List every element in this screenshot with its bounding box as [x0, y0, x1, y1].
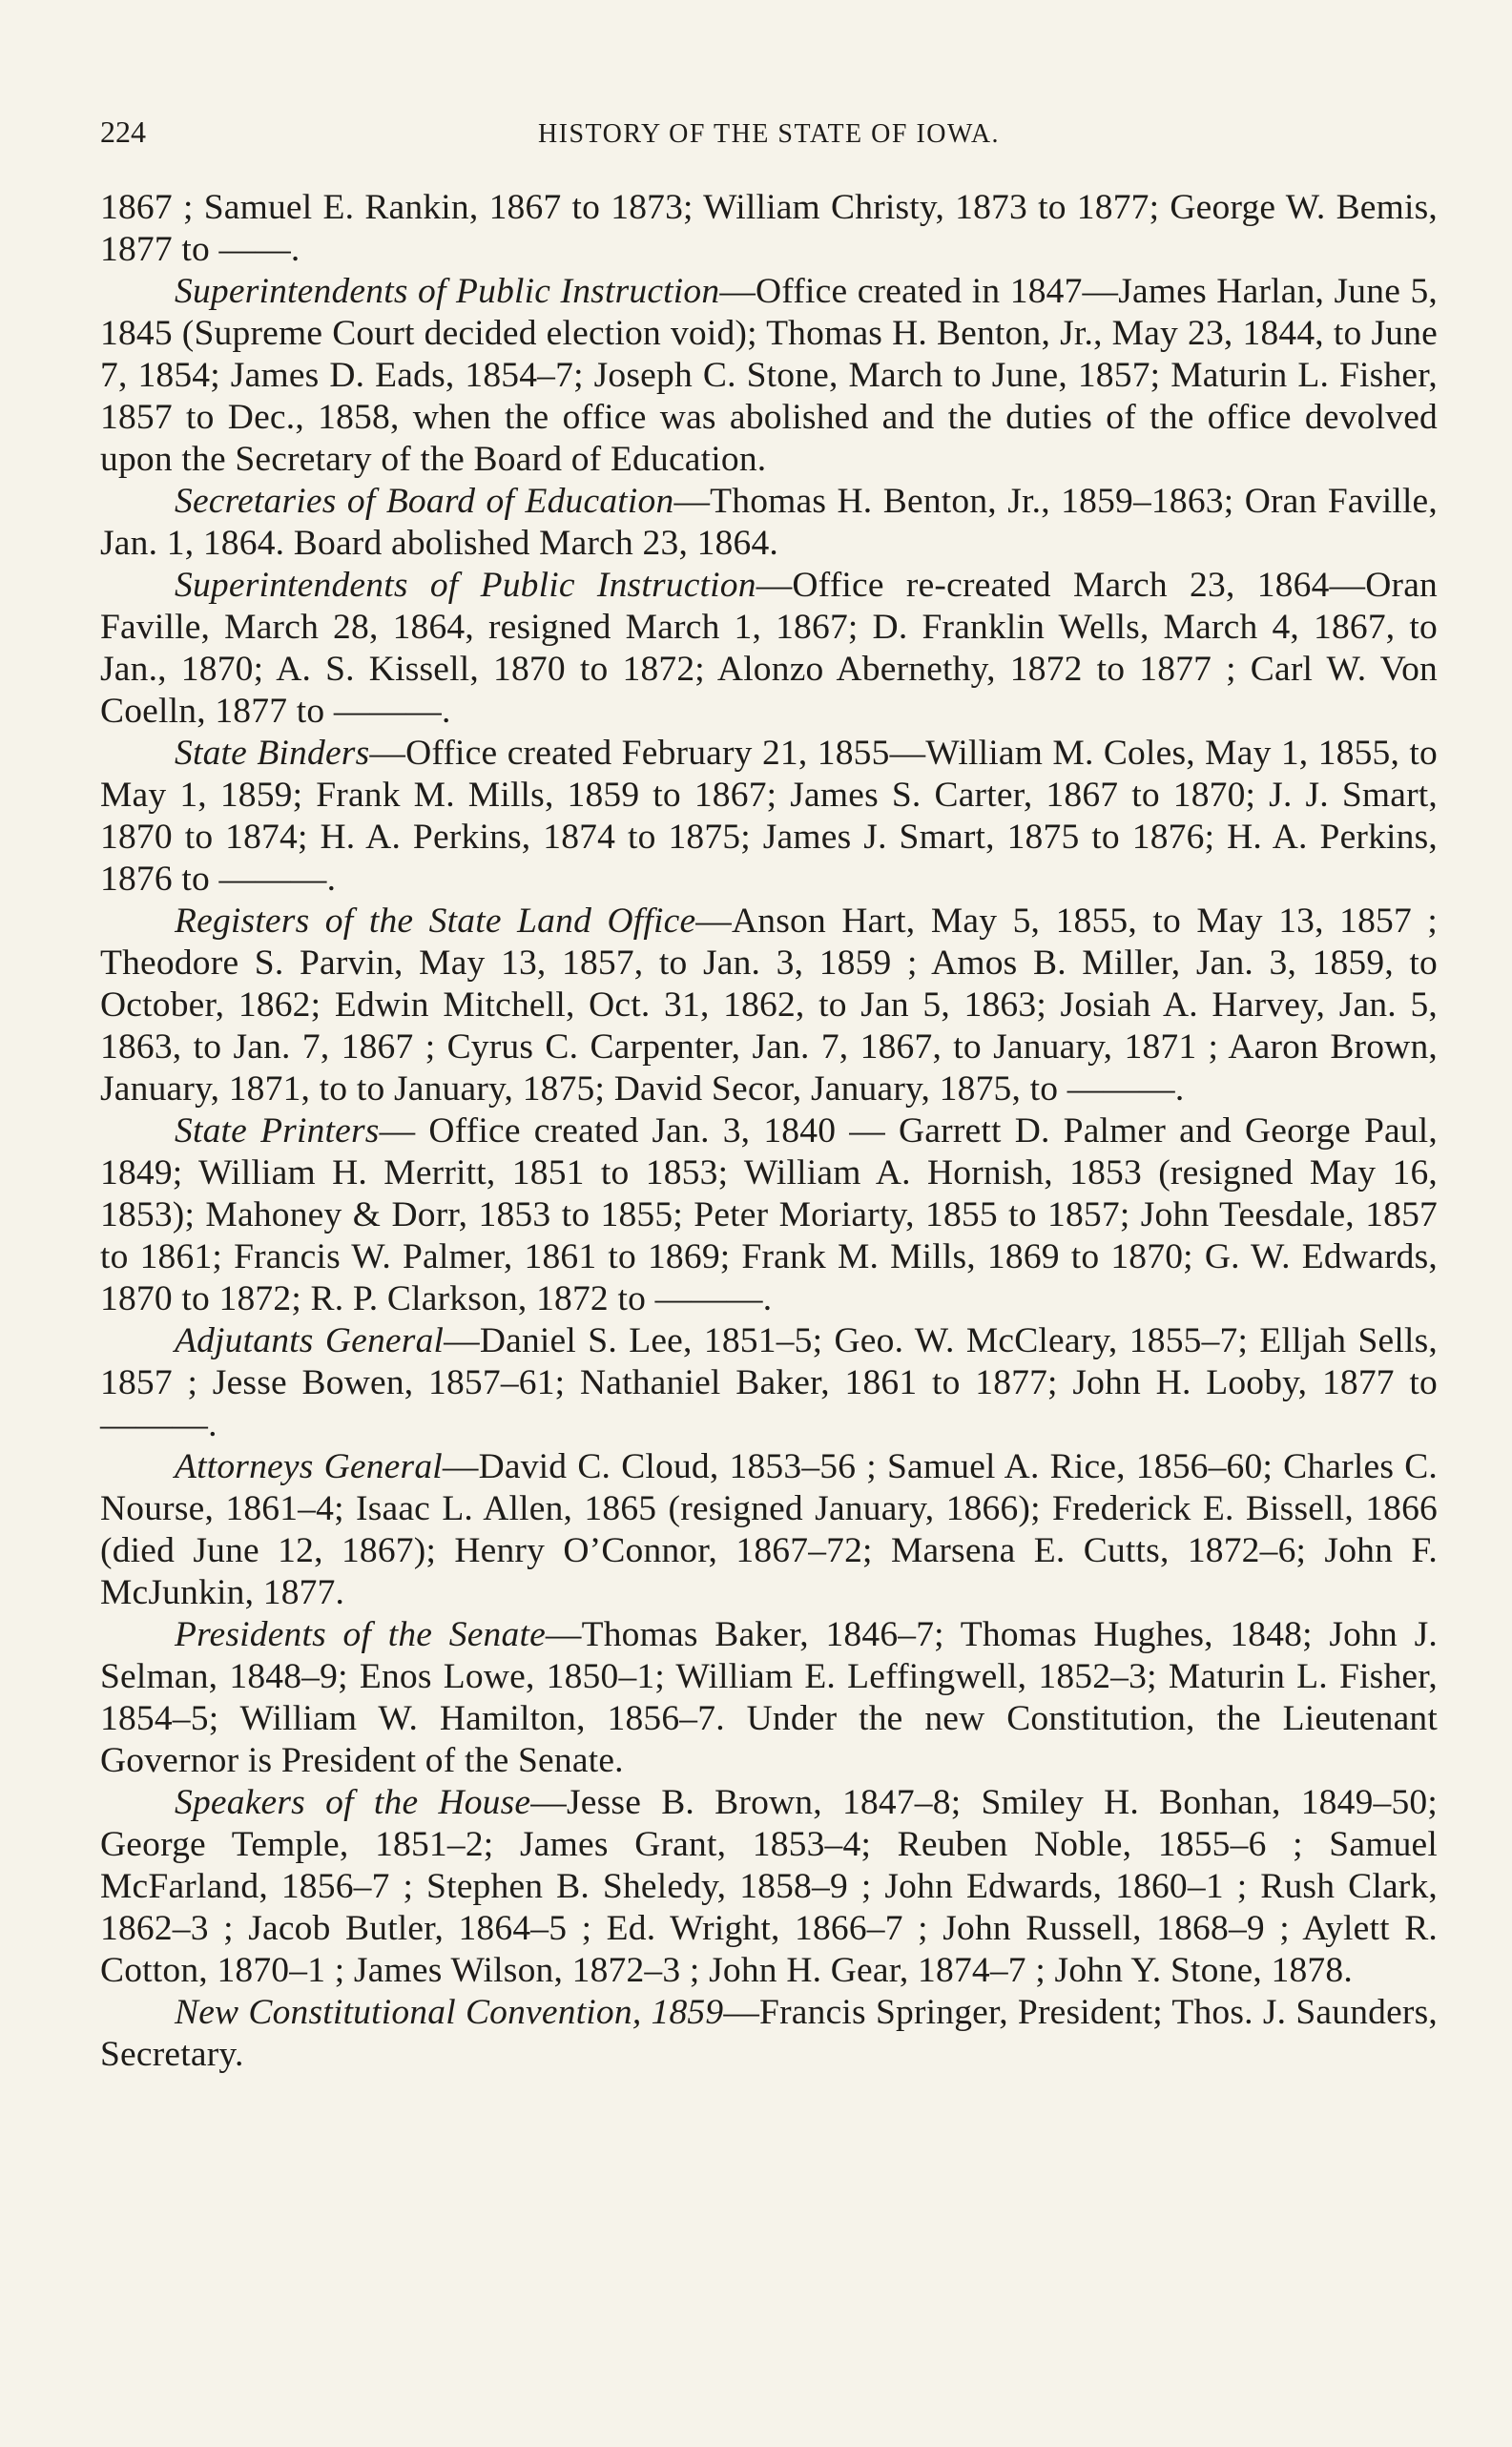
paragraph-heading: Secretaries of Board of Education	[175, 482, 674, 521]
paragraph-superintendents-recreated	[100, 565, 1438, 733]
paragraph-adjutants	[100, 1320, 1438, 1446]
paragraph-secretaries	[100, 481, 1438, 565]
paragraph-text: —Francis Springer, President; Thos. J. Saunders, Secretary.	[100, 1993, 1438, 2074]
paragraph-heading: Speakers of the House	[175, 1783, 531, 1822]
paragraph-heading: Superintendents of Public Instruction	[175, 272, 720, 311]
paragraph-heading: Registers of the State Land Office	[175, 902, 696, 941]
page-header	[100, 114, 1438, 172]
paragraph-heading: State Binders	[175, 734, 370, 773]
paragraph-text: — Office created Jan. 3, 1840 — Garrett D. Palmer and George Paul, 1849; William H. Merritt, 1851 to 1853; William A. Hornish, 1853 (resigned May 16, 1853); Mahoney & Dorr, 1853 to 1855; Peter Moriarty, 1855 to 1857; John Teesdale, 1857 to 1861; Francis W. Palmer, 1861 to 1869; Frank M. Mills, 1869 to 1870; G. W. Edwards, 1870 to 1872; R. P. Clarkson, 1872 to ———.	[100, 1111, 1438, 1318]
paragraph-continuation	[100, 187, 1438, 271]
paragraph-state-printers	[100, 1110, 1438, 1320]
paragraph-superintendents	[100, 271, 1438, 481]
paragraph-land-office	[100, 901, 1438, 1110]
page-number: 224	[100, 114, 146, 149]
paragraph-state-binders	[100, 733, 1438, 901]
document-page	[100, 114, 1438, 2076]
paragraph-senate-presidents	[100, 1614, 1438, 1782]
paragraph-text: 1867 ; Samuel E. Rankin, 1867 to 1873; William Christy, 1873 to 1877; George W. Bemis, 1877 to ——.	[100, 188, 1438, 269]
paragraph-text: —Thomas Baker, 1846–7; Thomas Hughes, 1848; John J. Selman, 1848–9; Enos Lowe, 1850–1; William E. Leffingwell, 1852–3; Maturin L. Fisher, 1854–5; William W. Hamilton, 1856–7. Under the new Constitution, the Lieutenant Governor is President of the Senate.	[100, 1615, 1438, 1780]
paragraph-text: —Daniel S. Lee, 1851–5; Geo. W. McCleary, 1855–7; Elljah Sells, 1857 ; Jesse Bowen, 1857–61; Nathaniel Baker, 1861 to 1877; John H. Looby, 1877 to ———.	[100, 1321, 1438, 1444]
paragraph-heading: State Printers	[175, 1111, 380, 1151]
body-text	[100, 187, 1438, 2076]
paragraph-heading: Attorneys General	[175, 1447, 443, 1486]
paragraph-heading: Adjutants General	[175, 1321, 445, 1360]
paragraph-convention	[100, 1992, 1438, 2076]
paragraph-attorneys	[100, 1446, 1438, 1614]
paragraph-text: —Anson Hart, May 5, 1855, to May 13, 1857 ; Theodore S. Parvin, May 13, 1857, to Jan. 3, 1859 ; Amos B. Miller, Jan. 3, 1859, to October, 1862; Edwin Mitchell, Oct. 31, 1862, to Jan 5, 1863; Josiah A. Harvey, Jan. 5, 1863, to Jan. 7, 1867 ; Cyrus C. Carpenter, Jan. 7, 1867, to January, 1871 ; Aaron Brown, January, 1871, to to January, 1875; David Secor, January, 1875, to ———.	[100, 902, 1438, 1109]
running-head: HISTORY OF THE STATE OF IOWA.	[537, 119, 1001, 149]
paragraph-text: —Office created in 1847—James Harlan, June 5, 1845 (Supreme Court decided election void); Thomas H. Benton, Jr., May 23, 1844, to June 7, 1854; James D. Eads, 1854–7; Joseph C. Stone, March to June, 1857; Maturin L. Fisher, 1857 to Dec., 1858, when the office was abolished and the duties of the office devolved upon the Secretary of the Board of Education.	[100, 272, 1438, 479]
paragraph-text: —David C. Cloud, 1853–56 ; Samuel A. Rice, 1856–60; Charles C. Nourse, 1861–4; Isaac L. Allen, 1865 (resigned January, 1866); Frederick E. Bissell, 1866 (died June 12, 1867); Henry O’Connor, 1867–72; Marsena E. Cutts, 1872–6; John F. McJunkin, 1877.	[100, 1447, 1438, 1612]
paragraph-house-speakers	[100, 1782, 1438, 1992]
paragraph-heading: Presidents of the Senate	[175, 1615, 546, 1654]
paragraph-text: —Office re-created March 23, 1864—Oran Faville, March 28, 1864, resigned March 1, 1867; D. Franklin Wells, March 4, 1867, to Jan., 1870; A. S. Kissell, 1870 to 1872; Alonzo Abernethy, 1872 to 1877 ; Carl W. Von Coelln, 1877 to ———.	[100, 566, 1438, 731]
paragraph-text: —Office created February 21, 1855—William M. Coles, May 1, 1855, to May 1, 1859; Frank M. Mills, 1859 to 1867; James S. Carter, 1867 to 1870; J. J. Smart, 1870 to 1874; H. A. Perkins, 1874 to 1875; James J. Smart, 1875 to 1876; H. A. Perkins, 1876 to ———.	[100, 734, 1438, 899]
paragraph-heading: Superintendents of Public Instruction	[175, 566, 756, 605]
paragraph-heading: New Constitutional Convention, 1859	[175, 1993, 724, 2032]
paragraph-text: —Jesse B. Brown, 1847–8; Smiley H. Bonhan, 1849–50; George Temple, 1851–2; James Grant, 1853–4; Reuben Noble, 1855–6 ; Samuel McFarland, 1856–7 ; Stephen B. Sheledy, 1858–9 ; John Edwards, 1860–1 ; Rush Clark, 1862–3 ; Jacob Butler, 1864–5 ; Ed. Wright, 1866–7 ; John Russell, 1868–9 ; Aylett R. Cotton, 1870–1 ; James Wilson, 1872–3 ; John H. Gear, 1874–7 ; John Y. Stone, 1878.	[100, 1783, 1438, 1990]
paragraph-text: —Thomas H. Benton, Jr., 1859–1863; Oran Faville, Jan. 1, 1864. Board abolished March 23, 1864.	[100, 482, 1438, 563]
